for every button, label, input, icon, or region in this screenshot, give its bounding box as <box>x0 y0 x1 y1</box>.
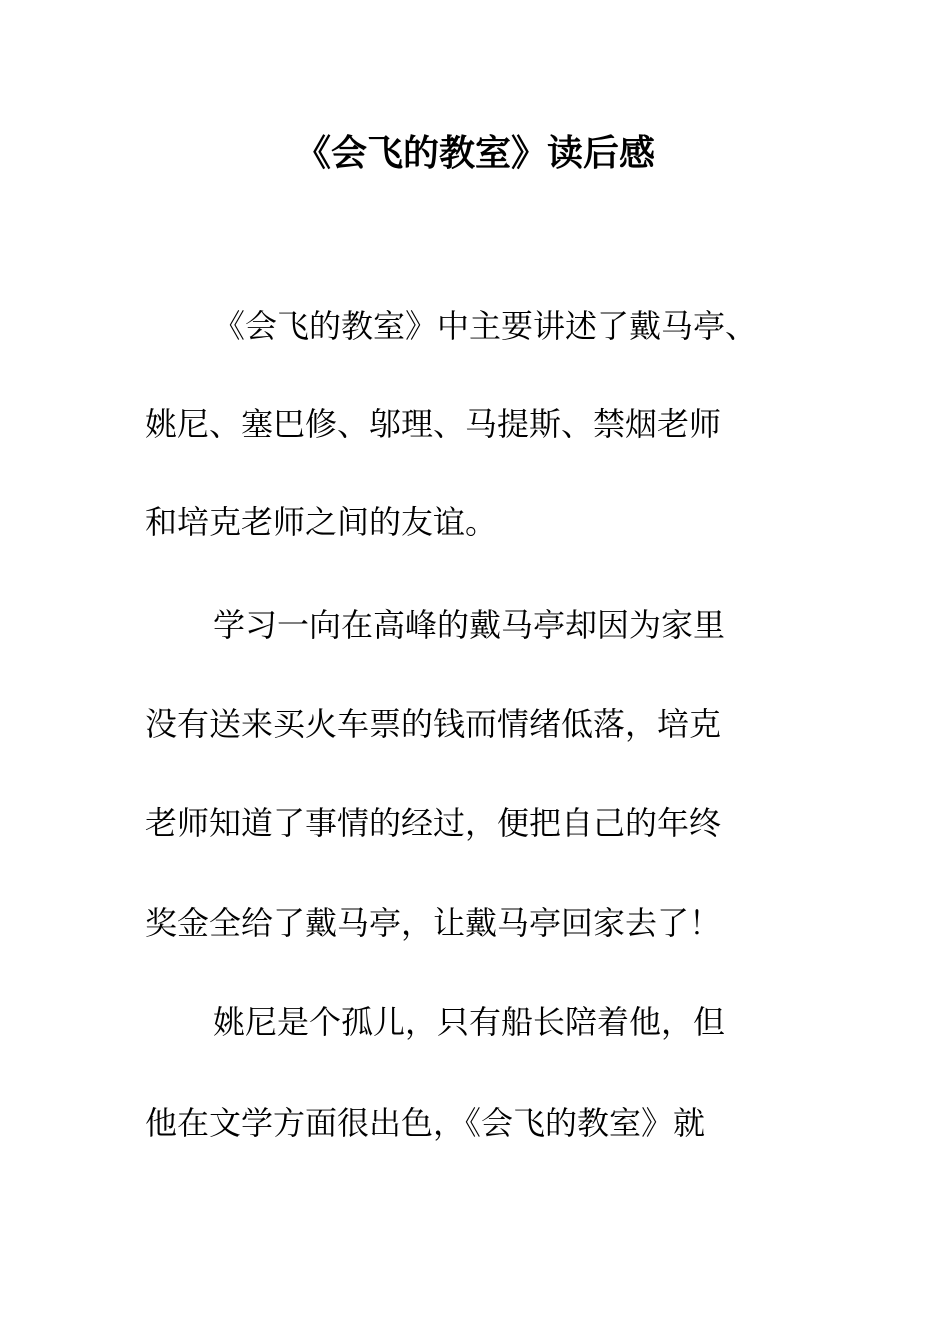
paragraph-2-line-3: 老师知道了事情的经过，便把自己的年终 <box>145 804 722 842</box>
paragraph-2-line-2: 没有送来买火车票的钱而情绪低落，培克 <box>145 705 722 743</box>
paragraph-1-line-1: 《会飞的教室》中主要讲述了戴马亭、 <box>213 307 758 345</box>
paragraph-2-line-4: 奖金全给了戴马亭，让戴马亭回家去了！ <box>145 904 722 942</box>
paragraph-3-line-1: 姚尼是个孤儿，只有船长陪着他，但 <box>213 1003 726 1041</box>
paragraph-3-line-2: 他在文学方面很出色，《会飞的教室》就 <box>145 1104 706 1142</box>
document-title: 《会飞的教室》读后感 <box>294 132 655 174</box>
paragraph-1-line-3: 和培克老师之间的友谊。 <box>145 503 498 541</box>
paragraph-2-line-1: 学习一向在高峰的戴马亭却因为家里 <box>213 606 726 644</box>
paragraph-1-line-2: 姚尼、塞巴修、邬理、马提斯、禁烟老师 <box>145 405 722 443</box>
